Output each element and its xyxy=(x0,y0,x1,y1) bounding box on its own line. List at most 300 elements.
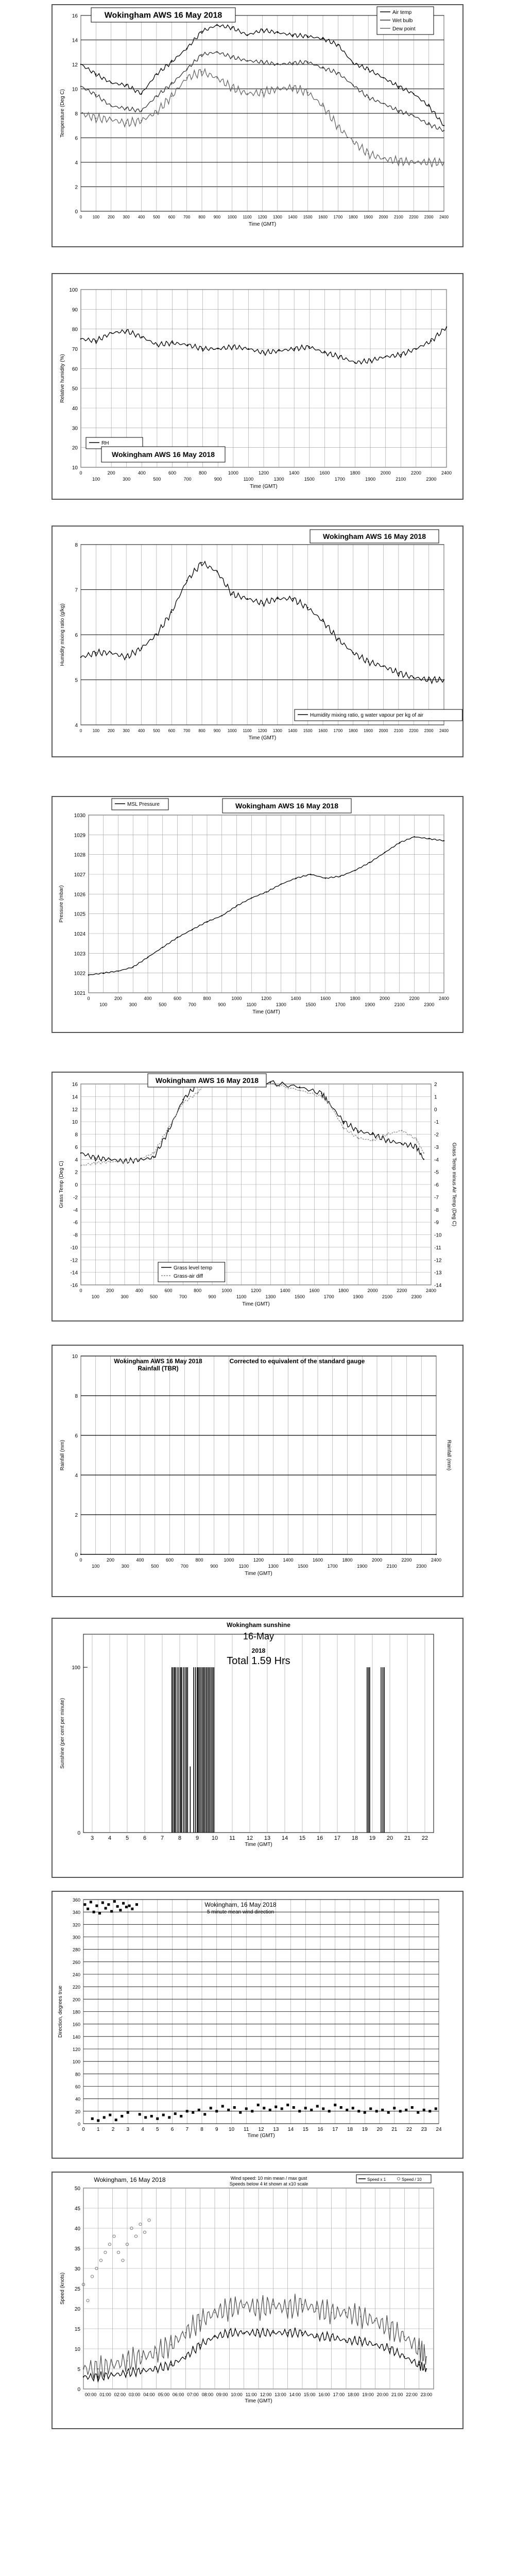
wind-direction-point xyxy=(304,2107,307,2109)
wind-direction-point xyxy=(215,2110,218,2112)
x-tick-label: 200 xyxy=(114,996,123,1001)
x-tick-label: 0 xyxy=(87,996,90,1001)
y-tick-label: 100 xyxy=(69,287,78,293)
x-tick-label: 400 xyxy=(136,1557,144,1563)
x-tick-label: 03:00 xyxy=(128,2392,141,2397)
series-mean-speed-point xyxy=(112,2375,113,2376)
wind-direction-point xyxy=(128,1905,131,1907)
x-tick-label: 200 xyxy=(106,1288,114,1293)
series-mixing-ratio-point xyxy=(232,594,233,595)
y-tick-label: 0 xyxy=(77,2122,80,2127)
series-mixing-ratio-point xyxy=(443,679,444,680)
series-rh-point xyxy=(309,346,310,347)
series-rh-point xyxy=(324,352,325,353)
series-rh-point xyxy=(95,340,96,341)
wind-direction-point xyxy=(227,2109,230,2111)
series-dew-point-point xyxy=(156,111,157,112)
x-tick-label: 13:00 xyxy=(274,2392,286,2397)
legend-label: Air temp xyxy=(392,10,412,15)
x-tick-label: 1100 xyxy=(243,215,252,219)
x-tick-label: 700 xyxy=(179,1294,187,1299)
x-tick-label: 21 xyxy=(404,1835,411,1841)
x-axis-label: Time (GMT) xyxy=(245,1842,272,1848)
series-dew-point-point xyxy=(413,162,414,163)
y-tick-label: 4 xyxy=(75,1157,78,1163)
series-mean-speed-point xyxy=(243,2332,244,2333)
series-mixing-ratio-point xyxy=(322,621,323,622)
y-tick-label: -10 xyxy=(434,1232,442,1239)
x-tick-label: 1500 xyxy=(303,728,313,733)
x-tick-label: 07:00 xyxy=(187,2392,199,2397)
x-tick-label: 5 xyxy=(125,1835,129,1841)
humidity-chart xyxy=(53,274,462,499)
series-air-temp-point xyxy=(201,31,202,32)
y-tick-label: 160 xyxy=(72,2022,80,2027)
x-tick-label: 500 xyxy=(153,215,160,219)
y-axis-label: Humidity mixing ratio (g/kg) xyxy=(60,603,65,666)
wind-direction-point xyxy=(428,2110,431,2112)
y-axis-label: Direction, degrees true xyxy=(58,1985,63,2038)
x-tick-label: 18:00 xyxy=(347,2392,359,2397)
legend-label: Speed x 1 xyxy=(367,2177,386,2182)
x-tick-label: 2100 xyxy=(396,477,406,482)
series-grass-level-temp-point xyxy=(423,1159,424,1160)
y-tick-label: 1023 xyxy=(74,951,85,957)
y-tick-label: 60 xyxy=(72,366,78,372)
series-air-temp-point xyxy=(232,27,233,28)
x-tick-label: 400 xyxy=(138,470,146,476)
series-dew-point-point xyxy=(232,87,233,88)
series-air-temp-point xyxy=(413,93,414,94)
x-tick-label: 10:00 xyxy=(231,2392,243,2397)
series-grass-air-diff-point xyxy=(299,1090,300,1091)
series-air-temp-point xyxy=(443,125,444,126)
y-tick-label: 320 xyxy=(72,1922,80,1928)
y-tick-label: 0 xyxy=(75,209,78,215)
y-tick-label: 20 xyxy=(72,445,78,451)
series-dew-point-point xyxy=(322,106,323,107)
wind-direction-point xyxy=(91,2117,94,2120)
y-axis-label-right: Grass Temp minus Air Temp (Deg C) xyxy=(451,1142,457,1227)
series-dew-point-point xyxy=(428,162,429,163)
x-tick-label: 2200 xyxy=(409,996,420,1001)
y-tick-label: 10 xyxy=(72,1354,78,1360)
y-axis-label-right: Rainfall (mm) xyxy=(446,1439,452,1471)
series-dew-point-point xyxy=(247,93,248,94)
x-tick-label: 2100 xyxy=(386,1564,397,1569)
x-tick-label: 900 xyxy=(210,1564,218,1569)
series-dew-point-point xyxy=(383,158,384,159)
series-grass-air-diff-point xyxy=(328,1102,329,1103)
series-msl-pressure-point xyxy=(117,971,118,972)
legend-label: Wet bulb xyxy=(392,18,413,24)
y-tick-label: 16 xyxy=(72,1082,78,1088)
series-wet-bulb-point xyxy=(111,106,112,107)
y-tick-label: 40 xyxy=(72,406,78,412)
series-wet-bulb-point xyxy=(186,69,187,70)
x-tick-label: 900 xyxy=(213,215,221,219)
chart-title: Wokingham, 16 May 2018 xyxy=(204,1901,277,1908)
series-mean-speed-point xyxy=(331,2336,332,2337)
x-tick-label: 1700 xyxy=(327,1564,338,1569)
series-msl-pressure-point xyxy=(266,891,267,892)
x-tick-label: 12 xyxy=(258,2127,264,2132)
x-axis-label: Time (GMT) xyxy=(247,2133,275,2139)
x-tick-label: 1800 xyxy=(350,470,360,476)
series-rh-point xyxy=(446,327,447,328)
series-wet-bulb-point xyxy=(322,67,323,69)
wind-direction-point xyxy=(174,2112,177,2115)
x-tick-label: 1500 xyxy=(304,477,315,482)
x-tick-label: 3 xyxy=(90,1835,94,1841)
x-tick-label: 500 xyxy=(159,1002,167,1007)
x-tick-label: 4 xyxy=(141,2127,144,2132)
series-mean-speed-point xyxy=(374,2344,375,2345)
x-tick-label: 1200 xyxy=(258,215,267,219)
y-tick-label: 100 xyxy=(72,2059,80,2065)
series-mixing-ratio-point xyxy=(156,634,157,635)
wind-direction-point xyxy=(340,2106,342,2109)
x-tick-label: 4 xyxy=(108,1835,112,1841)
wind-speed-chart-panel xyxy=(52,2172,464,2429)
x-tick-label: 09:00 xyxy=(216,2392,228,2397)
series-mean-speed-point xyxy=(404,2356,405,2357)
series-max-gust-point xyxy=(258,2308,259,2309)
x-tick-label: 22 xyxy=(421,1835,428,1841)
x-tick-label: 14:00 xyxy=(289,2392,301,2397)
series-max-gust-point xyxy=(112,2364,113,2365)
series-mean-speed-point xyxy=(287,2332,288,2333)
x-tick-label: 1100 xyxy=(246,1002,256,1007)
wind-direction-point xyxy=(346,2109,348,2111)
x-tick-label: 700 xyxy=(183,728,191,733)
series-rh-point xyxy=(157,344,158,345)
y-tick-label: -13 xyxy=(434,1270,442,1276)
y-tick-label: 35 xyxy=(74,2246,80,2252)
x-tick-label: 600 xyxy=(165,1557,174,1563)
y-tick-label: 4 xyxy=(75,160,78,166)
x-tick-label: 2400 xyxy=(431,1557,442,1563)
x-axis-label: Time (GMT) xyxy=(248,222,277,227)
y-tick-label: 2 xyxy=(75,1170,78,1176)
x-tick-label: 05:00 xyxy=(158,2392,170,2397)
y-tick-label: 1027 xyxy=(74,872,85,878)
wind-direction-point xyxy=(257,2104,260,2106)
wind-direction-point xyxy=(423,2109,425,2111)
series-grass-level-temp-point xyxy=(387,1140,388,1141)
series-rainfall-point xyxy=(80,1554,81,1555)
x-tick-label: 6 xyxy=(143,1835,147,1841)
x-tick-label: 15 xyxy=(299,1835,306,1841)
x-tick-label: 2000 xyxy=(379,215,388,219)
wind-direction-point xyxy=(135,1903,138,1906)
x-tick-label: 2000 xyxy=(371,1557,383,1563)
y-tick-label: 0 xyxy=(77,2387,80,2393)
x-tick-label: 9 xyxy=(195,1835,199,1841)
chart-subtitle: 5 minute mean wind direction xyxy=(207,1909,274,1915)
series-air-temp-point xyxy=(307,36,308,37)
series-mean-speed-point xyxy=(316,2336,317,2337)
series-msl-pressure-point xyxy=(340,876,341,877)
series-air-temp-point xyxy=(171,61,172,62)
series-msl-pressure-point xyxy=(147,957,148,958)
series-msl-pressure-point xyxy=(354,870,355,871)
series-wet-bulb-point xyxy=(398,110,399,111)
wind-direction-point xyxy=(375,2110,378,2112)
x-axis-label: Time (GMT) xyxy=(248,735,277,741)
rainfall-chart-panel xyxy=(52,1345,464,1597)
y-tick-label: 8 xyxy=(75,1394,78,1399)
wind-direction-point xyxy=(274,2106,277,2108)
x-tick-label: 1400 xyxy=(290,996,301,1001)
y-axis-label: Rainfall (mm) xyxy=(60,1439,65,1471)
x-tick-label: 19 xyxy=(369,1835,376,1841)
x-tick-label: 500 xyxy=(153,477,161,482)
series-grass-level-temp-point xyxy=(182,1099,183,1100)
x-tick-label: 0 xyxy=(79,215,82,219)
grass-temp-chart-panel xyxy=(52,1072,464,1321)
y-tick-label: 20 xyxy=(75,2109,80,2114)
wind-direction-point xyxy=(357,2110,360,2112)
series-max-gust-point xyxy=(127,2360,128,2361)
series-msl-pressure-point xyxy=(132,967,133,968)
chart-date: 16-May xyxy=(243,1631,274,1641)
series-msl-pressure-point xyxy=(295,877,296,878)
x-tick-label: 2100 xyxy=(382,1294,393,1299)
series-wet-bulb-point xyxy=(307,61,308,62)
x-tick-label: 500 xyxy=(150,1294,158,1299)
x-tick-label: 2000 xyxy=(380,470,391,476)
wind-direction-point xyxy=(95,1905,98,1907)
series-rh-point xyxy=(339,356,340,357)
x-tick-label: 1500 xyxy=(298,1564,308,1569)
series-wet-bulb-point xyxy=(337,72,338,73)
x-tick-label: 8 xyxy=(200,2127,203,2132)
x-tick-label: 800 xyxy=(194,1288,202,1293)
series-dew-point-point xyxy=(126,123,127,124)
x-tick-label: 100 xyxy=(92,215,100,219)
x-tick-label: 5 xyxy=(156,2127,159,2132)
y-tick-label: -8 xyxy=(434,1207,439,1213)
x-tick-label: 1700 xyxy=(333,728,343,733)
series-msl-pressure-point xyxy=(251,897,252,899)
series-max-gust-point xyxy=(185,2332,186,2333)
series-max-gust-point xyxy=(156,2352,157,2353)
x-tick-label: 1900 xyxy=(364,728,373,733)
y-tick-label: 0 xyxy=(77,1831,80,1836)
series-dew-point-point xyxy=(398,160,399,161)
series-max-gust-point xyxy=(141,2356,142,2357)
wind-direction-point xyxy=(393,2107,396,2109)
series-max-gust-point xyxy=(346,2312,347,2313)
series-mean-speed-point xyxy=(389,2348,390,2349)
series-rh-point xyxy=(171,342,173,343)
wind-direction-point xyxy=(245,2108,248,2110)
x-tick-label: 1300 xyxy=(276,1002,286,1007)
y-tick-label: -1 xyxy=(434,1120,439,1126)
series-dew-point-point xyxy=(141,120,142,121)
series-air-temp-point xyxy=(398,86,399,87)
x-axis-label: Time (GMT) xyxy=(250,484,278,489)
x-tick-label: 300 xyxy=(123,728,130,733)
x-tick-label: 2200 xyxy=(410,470,421,476)
x-tick-label: 1600 xyxy=(320,996,331,1001)
series-air-temp-point xyxy=(95,74,96,75)
x-tick-label: 1300 xyxy=(265,1294,276,1299)
series-wet-bulb-point xyxy=(383,103,384,104)
y-tick-label: -6 xyxy=(434,1182,439,1188)
wind-direction-point xyxy=(125,1906,128,1908)
x-tick-label: 15 xyxy=(302,2127,308,2132)
wind-direction-point xyxy=(119,1909,122,1911)
x-tick-label: 2200 xyxy=(401,1557,412,1563)
x-tick-label: 100 xyxy=(91,1294,99,1299)
wind-direction-point xyxy=(221,2105,224,2108)
x-tick-label: 08:00 xyxy=(201,2392,214,2397)
y-tick-label: 0 xyxy=(434,1107,437,1113)
x-tick-label: 1800 xyxy=(342,1557,353,1563)
wind-direction-point xyxy=(121,2115,123,2117)
series-mixing-ratio-point xyxy=(80,657,81,658)
series-msl-pressure-point xyxy=(310,874,311,875)
grass-temp-chart xyxy=(53,1073,462,1320)
x-axis-label: Time (GMT) xyxy=(242,1301,270,1307)
x-tick-label: 1600 xyxy=(319,470,330,476)
x-tick-label: 800 xyxy=(195,1557,203,1563)
x-tick-label: 21 xyxy=(391,2127,398,2132)
y-tick-label: 80 xyxy=(75,2072,80,2077)
series-grass-level-temp-point xyxy=(416,1146,417,1147)
x-tick-label: 1900 xyxy=(357,1564,368,1569)
x-tick-label: 00:00 xyxy=(84,2392,97,2397)
series-max-gust-point xyxy=(418,2348,419,2349)
y-tick-label: 60 xyxy=(75,2084,80,2090)
y-tick-label: -16 xyxy=(70,1283,78,1289)
series-rh-point xyxy=(278,350,279,351)
series-mixing-ratio-point xyxy=(126,657,127,658)
wind-direction-point xyxy=(381,2109,384,2111)
series-wet-bulb-point xyxy=(216,52,217,53)
y-tick-label: 1030 xyxy=(74,813,85,819)
wind-direction-point xyxy=(105,1907,107,1909)
series-grass-air-diff-point xyxy=(416,1139,417,1140)
x-tick-label: 24 xyxy=(436,2127,442,2132)
x-tick-label: 19 xyxy=(362,2127,368,2132)
x-tick-label: 10 xyxy=(228,2127,235,2132)
x-tick-label: 1800 xyxy=(338,1288,349,1293)
series-wet-bulb-point xyxy=(277,64,278,65)
x-tick-label: 23 xyxy=(421,2127,427,2132)
x-tick-label: 7 xyxy=(160,1835,164,1841)
series-wet-bulb-point xyxy=(443,130,444,131)
x-tick-label: 14 xyxy=(281,1835,288,1841)
x-tick-label: 300 xyxy=(121,1564,129,1569)
series-mean-speed-point xyxy=(170,2364,171,2365)
y-tick-label: -10 xyxy=(70,1245,78,1251)
chart-note: Corrected to equivalent of the standard gauge xyxy=(229,1358,365,1365)
y-tick-label: 7 xyxy=(75,587,78,594)
x-tick-label: 900 xyxy=(208,1294,216,1299)
wind-direction-point xyxy=(387,2111,390,2114)
y-tick-label: 360 xyxy=(72,1897,80,1903)
sunshine-total: Total 1.59 Hrs xyxy=(227,1655,290,1667)
chart-title: Wokingham AWS 16 May 2018 xyxy=(112,450,215,459)
y-tick-label: 6 xyxy=(75,135,78,142)
y-tick-label: 45 xyxy=(74,2206,80,2212)
y-tick-label: 1028 xyxy=(74,852,85,858)
series-msl-pressure-point xyxy=(443,840,444,841)
y-axis-label: Grass Temp (Deg C) xyxy=(59,1161,64,1208)
series-wet-bulb-point xyxy=(201,54,202,55)
series-dew-point-point xyxy=(337,126,338,127)
wind-direction-point xyxy=(411,2106,414,2109)
series-max-gust-point xyxy=(360,2316,361,2317)
wind-direction-point xyxy=(97,2119,99,2122)
series-dew-point-point xyxy=(262,92,263,93)
x-tick-label: 1400 xyxy=(288,728,298,733)
series-msl-pressure-point xyxy=(236,905,237,906)
x-tick-label: 1400 xyxy=(289,470,300,476)
x-tick-label: 700 xyxy=(183,477,192,482)
chart-subtitle: Wind speed: 10 min mean / max gust xyxy=(230,2176,307,2181)
sunshine-chart-panel xyxy=(52,1618,464,1878)
y-tick-label: 2 xyxy=(434,1082,437,1088)
series-grass-air-diff-point xyxy=(423,1153,424,1154)
series-wet-bulb-point xyxy=(428,124,429,125)
y-tick-label: 240 xyxy=(72,1972,80,1977)
wind-direction-point xyxy=(210,2107,212,2109)
wind-direction-point xyxy=(198,2109,200,2111)
series-mean-speed-point xyxy=(272,2332,273,2333)
x-tick-label: 600 xyxy=(173,996,182,1001)
series-dew-point-point xyxy=(111,119,112,120)
series-max-gust-point xyxy=(243,2304,244,2305)
wind-direction-point xyxy=(131,1908,133,1910)
wind-direction-point xyxy=(116,1905,119,1908)
series-wet-bulb-point xyxy=(171,83,172,84)
series-mean-speed-point xyxy=(229,2332,230,2333)
wind-direction-point xyxy=(186,2110,188,2112)
series-msl-pressure-point xyxy=(88,974,89,975)
x-tick-label: 1000 xyxy=(231,996,242,1001)
y-tick-label: 140 xyxy=(72,2034,80,2040)
series-msl-pressure-point xyxy=(162,947,163,948)
y-tick-label: 220 xyxy=(72,1985,80,1990)
y-tick-label: 12 xyxy=(72,62,78,68)
y-tick-label: -12 xyxy=(70,1258,78,1264)
series-grass-air-diff-point xyxy=(153,1153,154,1154)
x-tick-label: 1000 xyxy=(227,728,237,733)
series-mean-speed-point xyxy=(258,2332,259,2333)
series-rh-point xyxy=(370,360,371,361)
x-tick-label: 20 xyxy=(376,2127,383,2132)
series-air-temp-point xyxy=(337,44,338,45)
series-mixing-ratio-point xyxy=(262,603,263,604)
series-dew-point-point xyxy=(443,162,444,163)
series-dew-point-point xyxy=(368,153,369,154)
x-tick-label: 600 xyxy=(168,728,175,733)
legend-label: Grass-air diff xyxy=(174,1274,203,1279)
series-rh-point xyxy=(217,348,218,349)
series-grass-level-temp-point xyxy=(80,1153,81,1154)
x-tick-label: 200 xyxy=(107,470,115,476)
y-tick-label: -11 xyxy=(434,1245,441,1251)
x-tick-label: 2400 xyxy=(439,215,449,219)
series-wet-bulb-point xyxy=(262,61,263,62)
series-rh-point xyxy=(141,336,142,337)
series-rh-point xyxy=(431,340,432,341)
wind-direction-point xyxy=(281,2108,283,2110)
